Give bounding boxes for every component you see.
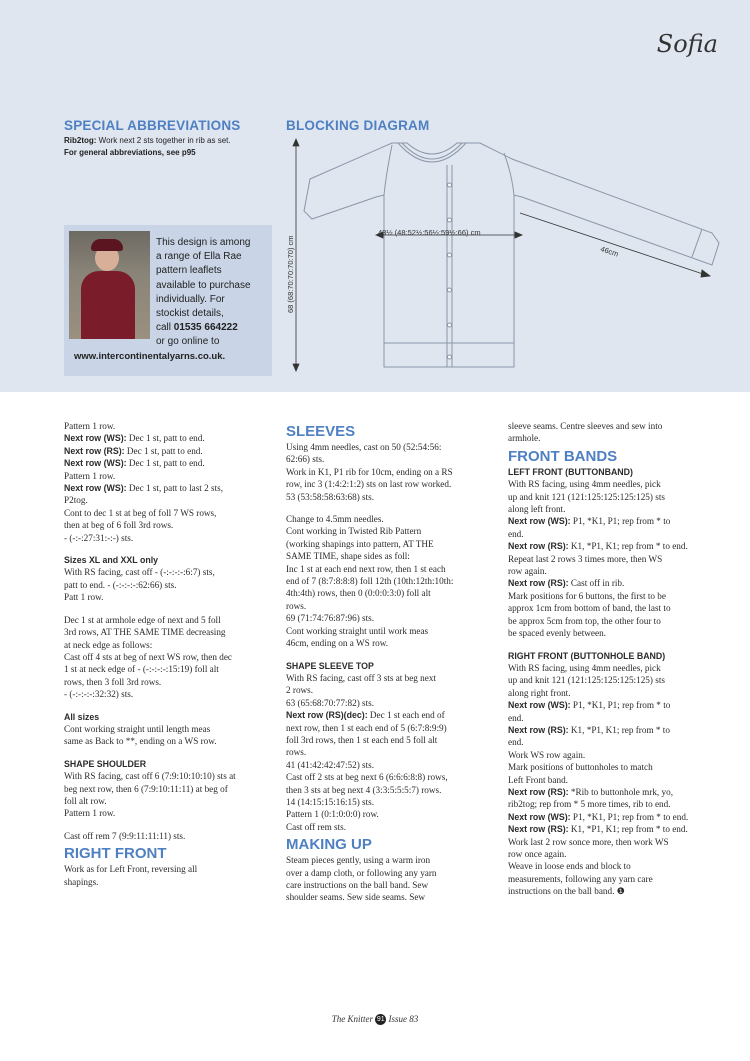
instruction-text: Using 4mm needles, cast on 50 (52:54:56: xyxy=(286,442,442,452)
spacer xyxy=(286,503,492,513)
instruction-line xyxy=(508,432,718,444)
instruction-text: instructions on the ball band. ❶ xyxy=(508,886,625,897)
instruction-line xyxy=(508,836,718,848)
instruction-line xyxy=(64,470,270,482)
instruction-text: P1, *K1, P1; rep from * to end. xyxy=(570,811,689,822)
issue-number: Issue 83 xyxy=(388,1014,419,1024)
instruction-line xyxy=(286,466,492,478)
instruction-line xyxy=(64,639,270,651)
instruction-line xyxy=(286,746,492,758)
instruction-line xyxy=(508,577,718,589)
instruction-line xyxy=(286,600,492,612)
instruction-text: same as Back to **, ending on a WS row. xyxy=(64,736,217,747)
instruction-text: row, inc 3 (1:4:2:1:2) sts on last row worked. xyxy=(286,479,452,490)
instruction-text: P1, *K1, P1; rep from * to xyxy=(570,516,671,527)
subsection-heading: All sizes xyxy=(64,711,100,722)
instruction-line xyxy=(64,445,270,457)
instruction-line xyxy=(286,513,492,525)
row-label: Next row (WS): xyxy=(64,483,127,494)
subsection-heading: SHAPE SHOULDER xyxy=(64,758,147,769)
instruction-line xyxy=(64,432,270,444)
instruction-line xyxy=(286,491,492,503)
instruction-text: over a damp cloth, or following any yarn xyxy=(286,867,437,878)
instruction-text: end. xyxy=(508,737,524,748)
instruction-text: beg next row, then 6 (7:9:10:11:11) at beg of xyxy=(64,783,228,794)
instruction-line xyxy=(286,891,492,903)
instruction-text: rows. xyxy=(286,600,307,611)
instruction-text: 63 (65:68:70:77:82) sts. xyxy=(286,697,375,708)
section-heading: FRONT BANDS xyxy=(508,447,618,465)
instruction-text: Change to 4.5mm needles. xyxy=(286,514,384,525)
instruction-text: Work in K1, P1 rib for 10cm, ending on a RS xyxy=(286,466,453,477)
instruction-line xyxy=(508,615,718,627)
instruction-line xyxy=(64,807,270,819)
instruction-text: Cont to dec 1 st at beg of foll 7 WS rows, xyxy=(64,507,217,518)
instruction-line xyxy=(508,761,718,773)
instruction-line xyxy=(508,491,718,503)
instruction-line xyxy=(286,867,492,879)
leaflet-ad-box xyxy=(64,225,272,376)
row-label: Next row (RS): xyxy=(508,786,569,797)
instruction-line xyxy=(64,482,270,494)
instruction-text: P1, *K1, P1; rep from * to xyxy=(570,700,671,711)
instruction-text: Dec 1 st at armhole edge of next and 5 foll xyxy=(64,614,221,625)
spacer xyxy=(286,650,492,660)
instruction-text: Dec 1 st, patt to end. xyxy=(124,445,203,456)
instruction-line xyxy=(508,736,718,748)
instruction-text: Steam pieces gently, using a warm iron xyxy=(286,855,431,866)
leaflet-ad-text: This design is among a range of Ella Rae pattern leaflets available to purchase individually. For stockist details, call 01535 664222 or go online to xyxy=(156,237,251,348)
instruction-text: With RS facing, cast off - (-:-:-:-:6:7) sts, xyxy=(64,567,215,578)
instruction-line xyxy=(508,724,718,736)
instruction-line xyxy=(64,532,270,544)
spacer xyxy=(64,604,270,614)
row-label: Next row (RS): xyxy=(508,824,569,835)
section-heading: SLEEVES xyxy=(286,423,356,440)
spacer xyxy=(64,544,270,554)
magazine-name: The Knitter xyxy=(331,1014,373,1024)
instruction-line xyxy=(508,811,718,823)
instruction-text: armhole. xyxy=(508,433,541,444)
instruction-text: 53 (53:58:58:63:68) sts. xyxy=(286,491,375,502)
instruction-text: Cont working straight until work meas xyxy=(286,625,429,636)
instruction-line xyxy=(286,563,492,575)
length-label: 68 (68:70:70:70:70) cm xyxy=(286,235,295,313)
instruction-text: foll 3rd rows, then 1 st each end 5 foll alt xyxy=(286,734,438,745)
instruction-text: Work last 2 row sonce more, then work WS xyxy=(508,836,669,847)
instruction-line xyxy=(286,672,492,684)
instruction-text: Mark positions for 6 buttons, the first to be xyxy=(508,590,666,601)
page-footer xyxy=(0,1014,750,1025)
instruction-text: P2tog. xyxy=(64,495,88,506)
instruction-line xyxy=(508,860,718,872)
section-heading: MAKING UP xyxy=(286,836,372,854)
subsection-heading: SHAPE SLEEVE TOP xyxy=(286,660,374,671)
instruction-line xyxy=(64,795,270,807)
instruction-line xyxy=(286,796,492,808)
row-label: Next row (WS): xyxy=(64,433,127,444)
website-url: www.intercontinentalyarns.co.uk. xyxy=(74,351,226,362)
row-label: Next row (RS): xyxy=(508,724,569,735)
instruction-line xyxy=(64,876,270,888)
width-label: 43½ (48:52½:56½:59½:66) cm xyxy=(378,228,481,237)
instruction-text: Mark positions of buttonholes to match xyxy=(508,762,653,773)
instruction-line xyxy=(64,663,270,675)
instruction-text: Cast off rem sts. xyxy=(286,821,347,832)
instruction-text: 4th:4th) rows, then 0 (0:0:0:3:0) foll alt xyxy=(286,588,431,599)
instruction-text: approx 1cm from bottom of band, the last to xyxy=(508,603,671,614)
instruction-line xyxy=(508,674,718,686)
model-photo-icon xyxy=(69,231,150,339)
abbreviation-term: Rib2tog: xyxy=(64,136,97,145)
instruction-text: Cont working straight until length meas xyxy=(64,723,211,734)
instruction-text: K1, *P1, K1; rep from * to xyxy=(568,724,670,735)
instruction-text: Patt 1 row. xyxy=(64,592,104,603)
instruction-line xyxy=(286,821,492,833)
blocking-diagram-heading: BLOCKING DIAGRAM xyxy=(286,118,430,133)
instruction-text: - (-:-:27:31:-:-) sts. xyxy=(64,532,134,543)
instruction-text: Work as for Left Front, reversing all xyxy=(64,864,198,875)
instruction-line xyxy=(508,823,718,835)
instruction-text: With RS facing, using 4mm needles, pick xyxy=(508,662,661,673)
row-label: Next row (WS): xyxy=(508,700,571,711)
instruction-line xyxy=(508,627,718,639)
instruction-line xyxy=(64,783,270,795)
instruction-line xyxy=(64,579,270,591)
instruction-line xyxy=(64,420,270,432)
page-number: 91 xyxy=(376,1016,385,1024)
abbreviations-heading: SPECIAL ABBREVIATIONS xyxy=(64,118,241,133)
instruction-line xyxy=(508,885,718,897)
instruction-line xyxy=(64,676,270,688)
instruction-text: (working shapings into pattern, AT THE xyxy=(286,538,434,549)
instruction-line xyxy=(286,771,492,783)
instruction-line xyxy=(508,503,718,515)
instruction-text: row again. xyxy=(508,566,547,577)
instruction-text: With RS facing, cast off 3 sts at beg next xyxy=(286,672,437,683)
instruction-text: end of 7 (8:7:8:8:8) foll 12th (10th:12th:10th: xyxy=(286,576,454,587)
instruction-text: 1 st at neck edge of - (-:-:-:-:15:19) foll alt xyxy=(64,664,219,675)
pattern-title: Sofia xyxy=(656,30,718,58)
instruction-text: Cast off in rib. xyxy=(568,578,625,589)
instruction-text: Cast off 2 sts at beg next 6 (6:6:6:8:8) rows, xyxy=(286,772,448,783)
instruction-line xyxy=(64,507,270,519)
instruction-line xyxy=(508,565,718,577)
instruction-text: rows, then 3 foll 3rd rows. xyxy=(64,676,162,687)
abbreviations-text xyxy=(64,135,284,159)
instruction-line xyxy=(286,808,492,820)
instruction-text: row once again. xyxy=(508,849,567,859)
instruction-line xyxy=(508,528,718,540)
instruction-text: up and knit 121 (121:125:125:125:125) sts xyxy=(508,675,665,686)
instruction-line xyxy=(286,854,492,866)
instruction-text: Dec 1 st, patt to end. xyxy=(126,433,205,444)
instruction-line xyxy=(64,566,270,578)
instruction-text: rib2tog; rep from * 5 more times, rib to end. xyxy=(508,799,671,810)
instruction-text: 2 rows. xyxy=(286,685,314,696)
instructions-column-2 xyxy=(286,420,492,904)
instruction-line xyxy=(508,798,718,810)
instruction-line xyxy=(508,662,718,674)
instruction-line xyxy=(64,457,270,469)
instruction-text: be approx 5cm from top, the other four to xyxy=(508,615,661,626)
instruction-text: next row, then 1 st each end of 5 (6:7:8:9:9) xyxy=(286,722,447,733)
instruction-text: Weave in loose ends and block to xyxy=(508,861,631,872)
instruction-line xyxy=(64,863,270,875)
instruction-text: Pattern 1 row. xyxy=(64,808,116,819)
instruction-line xyxy=(64,770,270,782)
instruction-line xyxy=(508,515,718,527)
spacer xyxy=(64,748,270,758)
instruction-line xyxy=(508,420,718,432)
instruction-text: Left Front band. xyxy=(508,774,568,785)
instruction-line xyxy=(508,873,718,885)
instruction-text: Dec 1 st, patt to last 2 sts, xyxy=(126,483,224,494)
instruction-line xyxy=(508,540,718,552)
instruction-text: Cast off 4 sts at beg of next WS row, then dec xyxy=(64,651,232,662)
instruction-text: care instructions on the ball band. Sew xyxy=(286,880,429,890)
instruction-text: Pattern 1 (0:1:0:0:0) row. xyxy=(286,809,379,820)
instruction-text: With RS facing, using 4mm needles, pick xyxy=(508,479,661,490)
instruction-text: Dec 1 st each end of xyxy=(367,710,445,721)
instruction-text: *Rib to buttonhole mrk, yo, xyxy=(568,786,673,797)
row-label: Next row (RS): xyxy=(508,578,569,589)
instruction-text: along left front. xyxy=(508,504,566,515)
instruction-text: K1, *P1, K1; rep from * to end. xyxy=(568,541,688,552)
row-label: Next row (WS): xyxy=(64,458,127,469)
instruction-line xyxy=(286,697,492,709)
abbreviation-definition: Work next 2 sts together in rib as set. xyxy=(98,136,231,145)
instruction-text: up and knit 121 (121:125:125:125:125) sts xyxy=(508,491,665,502)
instruction-text: 3rd rows, AT THE SAME TIME decreasing xyxy=(64,627,226,638)
instruction-text: measurements, following any yarn care xyxy=(508,873,653,884)
instruction-text: K1, *P1, K1; rep from * to end. xyxy=(568,824,688,835)
row-label: Next row (WS): xyxy=(508,811,571,822)
instruction-line xyxy=(508,774,718,786)
row-label: Next row (RS)(dec): xyxy=(286,710,368,721)
instruction-line xyxy=(508,602,718,614)
instruction-line xyxy=(286,441,492,453)
instructions-column-1 xyxy=(64,420,270,888)
instruction-line xyxy=(64,614,270,626)
instruction-text: Cont working in Twisted Rib Pattern xyxy=(286,526,422,537)
instruction-line xyxy=(64,519,270,531)
instruction-line xyxy=(508,687,718,699)
sleeve-length-label: 46cm xyxy=(599,244,620,259)
instruction-line xyxy=(286,709,492,721)
instruction-text: 62:66) sts. xyxy=(286,454,325,465)
row-label: Next row (WS): xyxy=(508,516,571,527)
instruction-line xyxy=(286,722,492,734)
instruction-text: patt to end. - (-:-:-:-:62:66) sts. xyxy=(64,579,177,590)
instruction-line xyxy=(64,591,270,603)
instruction-line xyxy=(508,749,718,761)
spacer xyxy=(64,820,270,830)
instruction-line xyxy=(286,784,492,796)
instruction-line xyxy=(286,575,492,587)
instruction-text: then at beg of 6 foll 3rd rows. xyxy=(64,520,174,531)
instruction-text: end. xyxy=(508,712,524,723)
instruction-line xyxy=(508,848,718,860)
instruction-line xyxy=(508,478,718,490)
instruction-line xyxy=(286,538,492,550)
instruction-text: be spaced evenly between. xyxy=(508,628,606,639)
row-label: Next row (RS): xyxy=(64,445,125,456)
instruction-line xyxy=(508,590,718,602)
instruction-text: along right front. xyxy=(508,687,571,698)
instruction-text: end. xyxy=(508,528,524,539)
instruction-text: Work WS row again. xyxy=(508,749,586,760)
instruction-line xyxy=(64,723,270,735)
instruction-line xyxy=(508,699,718,711)
section-heading: RIGHT FRONT xyxy=(64,845,167,863)
instruction-text: shoulder seams. Sew side seams. Sew xyxy=(286,892,426,903)
instruction-line xyxy=(64,830,270,842)
instruction-line xyxy=(64,651,270,663)
subsection-heading: Sizes XL and XXL only xyxy=(64,555,159,566)
phone-number: 01535 664222 xyxy=(173,322,238,334)
instruction-text: rows. xyxy=(286,747,307,758)
instruction-line xyxy=(286,478,492,490)
instruction-line xyxy=(286,525,492,537)
spacer xyxy=(64,701,270,711)
instruction-line xyxy=(64,494,270,506)
row-label: Next row (RS): xyxy=(508,541,569,552)
spacer xyxy=(508,640,718,650)
instruction-line xyxy=(286,684,492,696)
instruction-text: foll alt row. xyxy=(64,795,107,806)
instruction-text: sleeve seams. Centre sleeves and sew into xyxy=(508,421,663,431)
general-abbreviations-note: For general abbreviations, see p95 xyxy=(64,148,196,157)
instruction-text: 41 (41:42:42:47:52) sts. xyxy=(286,759,375,770)
subsection-heading: LEFT FRONT (BUTTONBAND) xyxy=(508,466,633,477)
instruction-text: Pattern 1 row. xyxy=(64,421,116,431)
instruction-text: - (-:-:-:-:32:32) sts. xyxy=(64,689,134,700)
instruction-line xyxy=(64,688,270,700)
instruction-text: Cast off rem 7 (9:9:11:11:11) sts. xyxy=(64,830,186,841)
instruction-line xyxy=(286,759,492,771)
instruction-text: shapings. xyxy=(64,876,99,887)
instruction-line xyxy=(64,735,270,747)
instruction-text: 14 (14:15:15:16:15) sts. xyxy=(286,796,375,807)
instruction-line xyxy=(64,626,270,638)
instruction-text: 46cm, ending on a WS row. xyxy=(286,638,389,649)
blocking-diagram xyxy=(282,135,722,385)
instruction-line xyxy=(286,587,492,599)
instruction-line xyxy=(508,553,718,565)
instruction-line xyxy=(508,786,718,798)
instruction-text: SAME TIME, shape sides as foll: xyxy=(286,551,410,562)
instruction-text: then 3 sts at beg next 4 (3:3:5:5:5:7) rows. xyxy=(286,784,442,795)
instruction-line xyxy=(508,712,718,724)
instruction-text: Repeat last 2 rows 3 times more, then WS xyxy=(508,553,663,564)
instruction-text: at neck edge as follows: xyxy=(64,639,153,650)
subsection-heading: RIGHT FRONT (BUTTONHOLE BAND) xyxy=(508,650,666,661)
instruction-text: 69 (71:74:76:87:96) sts. xyxy=(286,613,375,624)
instruction-text: Pattern 1 row. xyxy=(64,470,116,481)
instruction-line xyxy=(286,453,492,465)
instruction-text: Inc 1 st at each end next row, then 1 st each xyxy=(286,563,446,574)
instruction-line xyxy=(286,612,492,624)
instruction-line xyxy=(286,625,492,637)
instructions-column-3 xyxy=(508,420,718,898)
instruction-line xyxy=(286,734,492,746)
instruction-text: Dec 1 st, patt to end. xyxy=(126,458,205,469)
instruction-text: With RS facing, cast off 6 (7:9:10:10:10) sts at xyxy=(64,771,236,782)
instruction-line xyxy=(286,879,492,891)
instruction-line xyxy=(286,637,492,649)
instruction-line xyxy=(286,550,492,562)
